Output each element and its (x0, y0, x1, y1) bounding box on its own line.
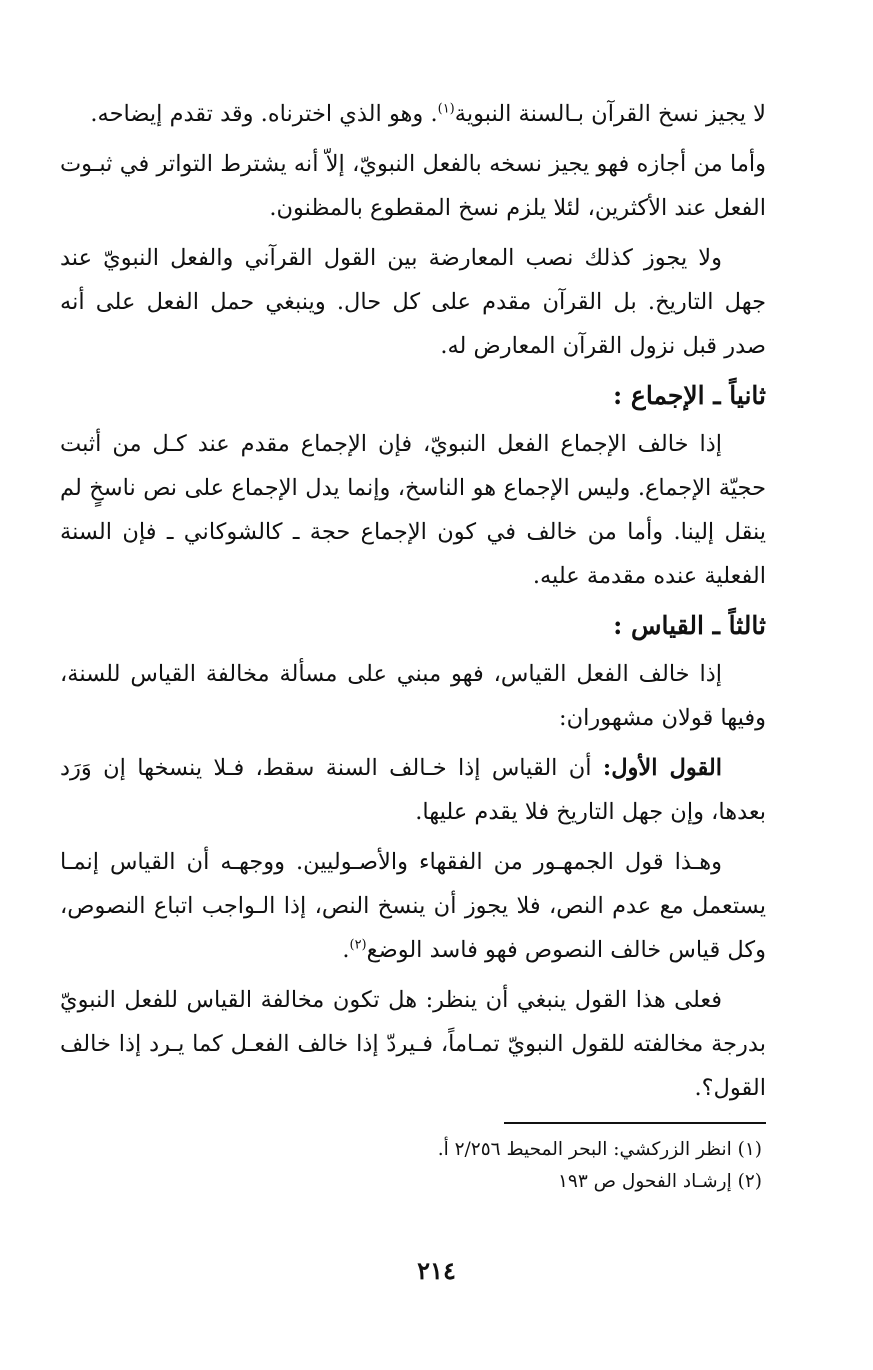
paragraph-1-text-end: . وهو الذي اخترناه. وقد تقدم إيضاحه. (90, 101, 438, 127)
paragraph-first-opinion (60, 746, 766, 834)
jumhur-text-end: . (342, 937, 350, 963)
footnote-ref-2[interactable]: (٢) (349, 937, 367, 953)
paragraph-1 (60, 92, 766, 136)
paragraph-2: وأما من أجازه فهو يجيز نسخه بالفعل النبويّ، إلاّ أنه يشترط التواتر في ثبـوت الفعل عند الأكثرين، لئلا يلزم نسخ المقطوع بالمظنون. (60, 151, 766, 221)
paragraph-1-text: لا يجيز نسخ القرآن بـالسنة النبوية (454, 101, 766, 127)
paragraph-3: ولا يجوز كذلك نصب المعارضة بين القول القرآني والفعل النبويّ عند جهل التاريخ. بل القرآن مقدم على كل حال. وينبغي حمل الفعل على أنه صدر قبل نزول القرآن المعارض له. (60, 245, 766, 359)
page-number: ٢١٤ (417, 1256, 456, 1285)
footnote-1: (١) انظر الزركشي: البحر المحيط ٢/٢٥٦ أ. (437, 1139, 762, 1160)
first-opinion-label: القول الأول: (602, 755, 722, 781)
footnote-separator (504, 1122, 766, 1124)
paragraph-last: فعلى هذا القول ينبغي أن ينظر: هل تكون مخالفة القياس للفعل النبويّ بدرجة مخالفته للقول النبويّ تمـاماً، فـيردّ إذا خالف الفعـل كما يـرد إذا خالف القول؟. (60, 987, 766, 1101)
paragraph-qiyas-intro: إذا خالف الفعل القياس، فهو مبني على مسألة مخالفة القياس للسنة، وفيها قولان مشهوران: (60, 661, 766, 731)
jumhur-text: وهـذا قول الجمهـور من الفقهاء والأصـوليين. ووجهـه أن القياس إنمـا يستعمل مع عدم النص، فلا يجوز أن ينسخ النص، إذا الـواجب اتباع النصوص، وكل قياس خالف النصوص فهو فاسد الوضع (60, 849, 766, 963)
heading-ijma: ثانياً ـ الإجماع : (612, 381, 766, 410)
footnote-2: (٢) إرشـاد الفحول ص ١٩٣ (557, 1171, 762, 1192)
heading-qiyas: ثالثاً ـ القياس : (613, 611, 766, 640)
page-body (60, 92, 766, 1198)
footnote-ref-1[interactable]: (١) (437, 101, 455, 117)
paragraph-ijma: إذا خالف الإجماع الفعل النبويّ، فإن الإجماع مقدم عند كـل من أثبت حجيّة الإجماع. وليس الإجماع هو الناسخ، وإنما يدل الإجماع على نص ناسخٍ لم ينقل إلينا. وأما من خالف في كون الإجماع حجة ـ كالشوكاني ـ فإن السنة الفعلية عنده مقدمة عليه. (60, 431, 767, 589)
paragraph-jumhur (60, 840, 766, 972)
first-opinion-text: أن القياس إذا خـالف السنة سقط، فـلا ينسخها إن وَرَد بعدها، وإن جهل التاريخ فلا يقدم عليها. (60, 755, 766, 825)
